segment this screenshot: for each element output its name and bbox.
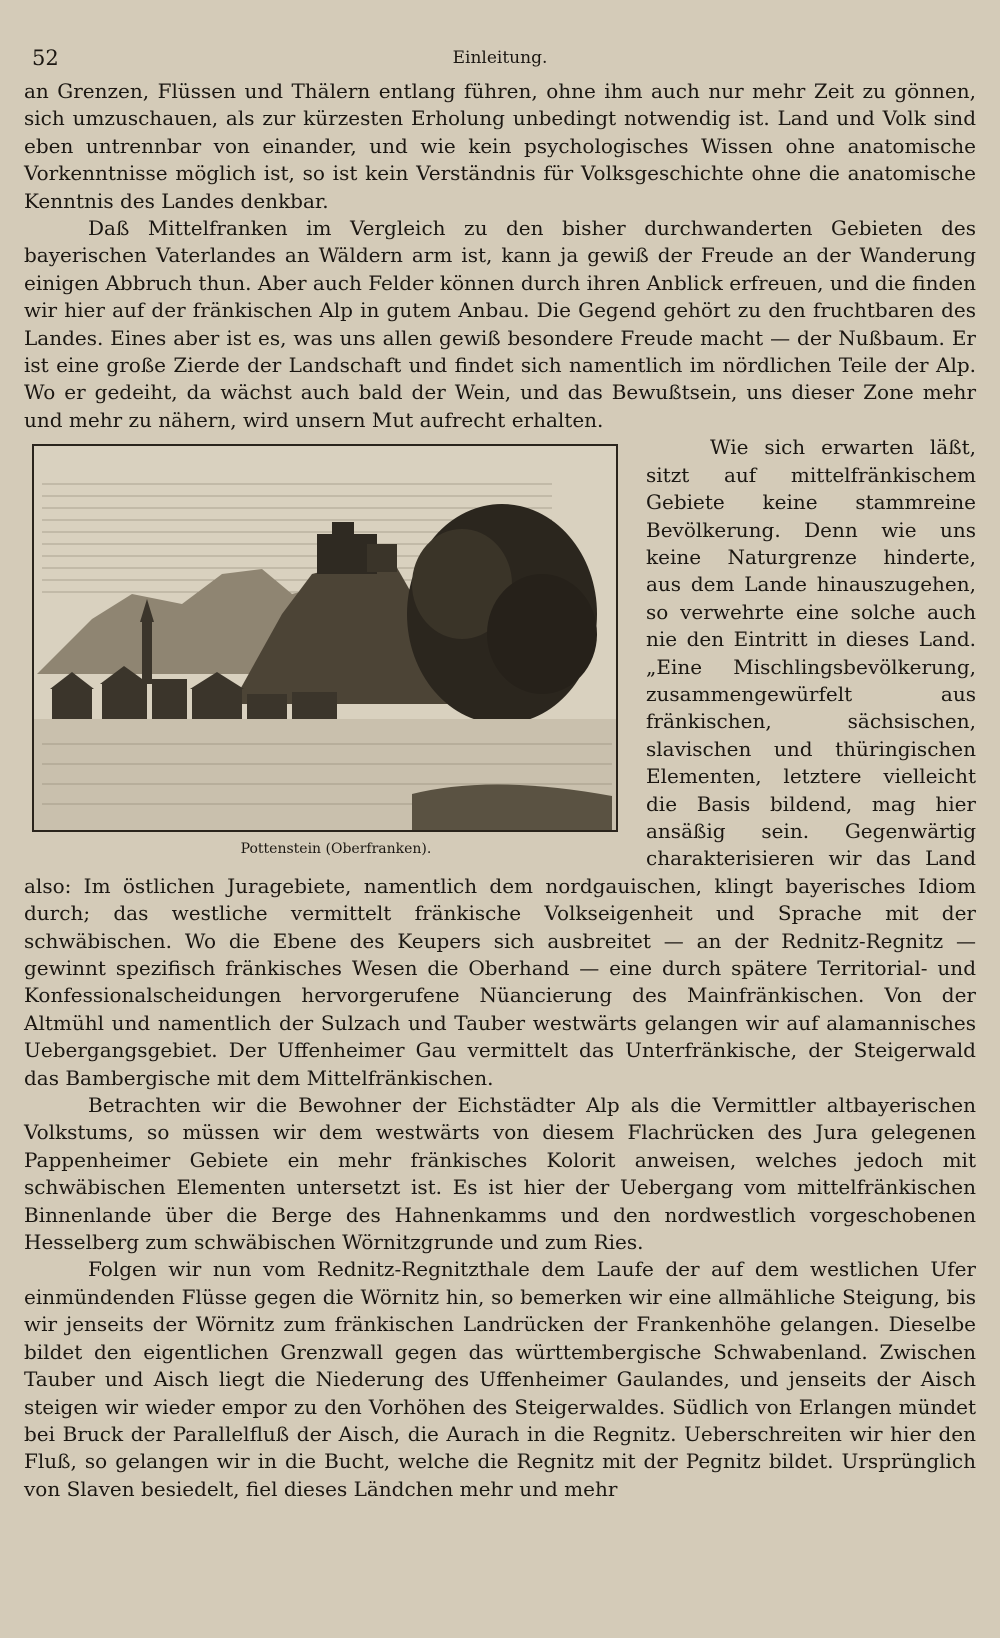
page-number: 52	[32, 46, 59, 70]
paragraph-2: Daß Mittelfranken im Vergleich zu den bisher durchwanderten Gebieten des bayerischen Vaterlandes an Wäldern arm ist, kann ja gewiß der Freude an der Wanderung einigen Abbruch thun. Aber auch Felder können durch ihren Anblick erfreuen, und die finden wir hier auf der fränkischen Alp in gutem Anbau. Die Gegend gehört zu den fruchtbaren des Landes. Eines aber ist es, was uns allen gewiß besondere Freude macht — der Nußbaum. Er ist eine große Zierde der Landschaft und findet sich namentlich im nördlichen Teile der Alp. Wo er gedeiht, da wächst auch bald der Wein, und das Bewußtsein, uns dieser Zone mehr und mehr zu nähern, wird unsern Mut aufrecht erhalten.	[24, 216, 976, 432]
body-text	[24, 78, 976, 1503]
figure-pottenstein	[32, 444, 620, 863]
paragraph-3: Wie sich erwarten läßt, sitzt auf mittelfränkischem Gebiete keine stammreine Bevölkerung. Denn wie uns keine Naturgrenze hinderte, aus dem Lande hinauszugehen, so verwehrte eine solche auch nie den Eintritt in dieses Land. „Eine Mischlingsbevölkerung, zusammengewürfelt aus fränkischen, sächsischen, slavischen und thüringischen Elementen, letztere vielleicht die Basis bildend, mag hier ansäßig sein. Gegenwärtig charakterisieren wir das Land also: Im östlichen Juragebiete, namentlich dem nordgauischen, klingt bayerisches Idiom durch; das westliche vermittelt fränkische Volkseigenheit und Sprache mit der schwäbischen. Wo die Ebene des Keupers sich ausbreitet — an der Rednitz-Regnitz — gewinnt spezifisch fränkisches Wesen die Oberhand — eine durch spätere Territorial- und Konfessionalscheidungen hervorgerufene Nüancierung des Mainfränkischen. Von der Altmühl und namentlich der Sulzach und Tauber westwärts gelangen wir auf alamannisches Uebergangsgebiet. Der Uffenheimer Gau vermittelt das Unterfränkische, der Steigerwald das Bambergische mit dem Mittelfränkischen.	[24, 435, 976, 1090]
running-head: Einleitung.	[452, 48, 548, 68]
paragraph-4: Betrachten wir die Bewohner der Eichstädter Alp als die Vermittler altbayerischen Volkstums, so müssen wir dem westwärts von diesem Flachrücken des Jura gelegenen Pappenheimer Gebiete ein mehr fränkisches Kolorit anweisen, welches jedoch mit schwäbischen Elementen untersetzt ist. Es ist hier der Uebergang vom mittelfränkischen Binnenlande über die Berge des Hahnenkamms und den nordwestlich vorgeschobenen Hesselberg zum schwäbischen Wörnitzgrunde und zum Ries.	[24, 1093, 976, 1255]
page-header	[24, 44, 976, 78]
paragraph-1: an Grenzen, Flüssen und Thälern entlang führen, ohne ihm auch nur mehr Zeit zu gönnen, sich umzuschauen, als zur kürzesten Erholung unbedingt notwendig ist. Land und Volk sind eben untrennbar von einander, und wie kein psychologisches Wissen ohne anatomische Vorkenntnisse möglich ist, so ist kein Verständnis für Volksgeschichte ohne die anatomische Kenntnis des Landes denkbar.	[24, 79, 976, 213]
paragraph-5: Folgen wir nun vom Rednitz-Regnitzthale dem Laufe der auf dem westlichen Ufer einmündenden Flüsse gegen die Wörnitz hin, so bemerken wir eine allmähliche Steigung, bis wir jenseits der Wörnitz zum fränkischen Landrücken der Frankenhöhe gelangen. Dieselbe bildet den eigentlichen Grenzwall gegen das württembergische Schwabenland. Zwischen Tauber und Aisch liegt die Niederung des Uffenheimer Gaulandes, und jenseits der Aisch steigen wir wieder empor zu den Vorhöhen des Steigerwaldes. Südlich von Erlangen mündet bei Bruck der Parallelfluß der Aisch, die Aurach in die Regnitz. Ueberschreiten wir hier den Fluß, so gelangen wir in die Bucht, welche die Regnitz mit der Pegnitz bildet. Ursprünglich von Slaven besiedelt, fiel dieses Ländchen mehr und mehr	[24, 1257, 976, 1501]
landscape-engraving-illustration	[32, 444, 618, 832]
figure-caption: Pottenstein (Oberfranken).	[240, 841, 432, 858]
